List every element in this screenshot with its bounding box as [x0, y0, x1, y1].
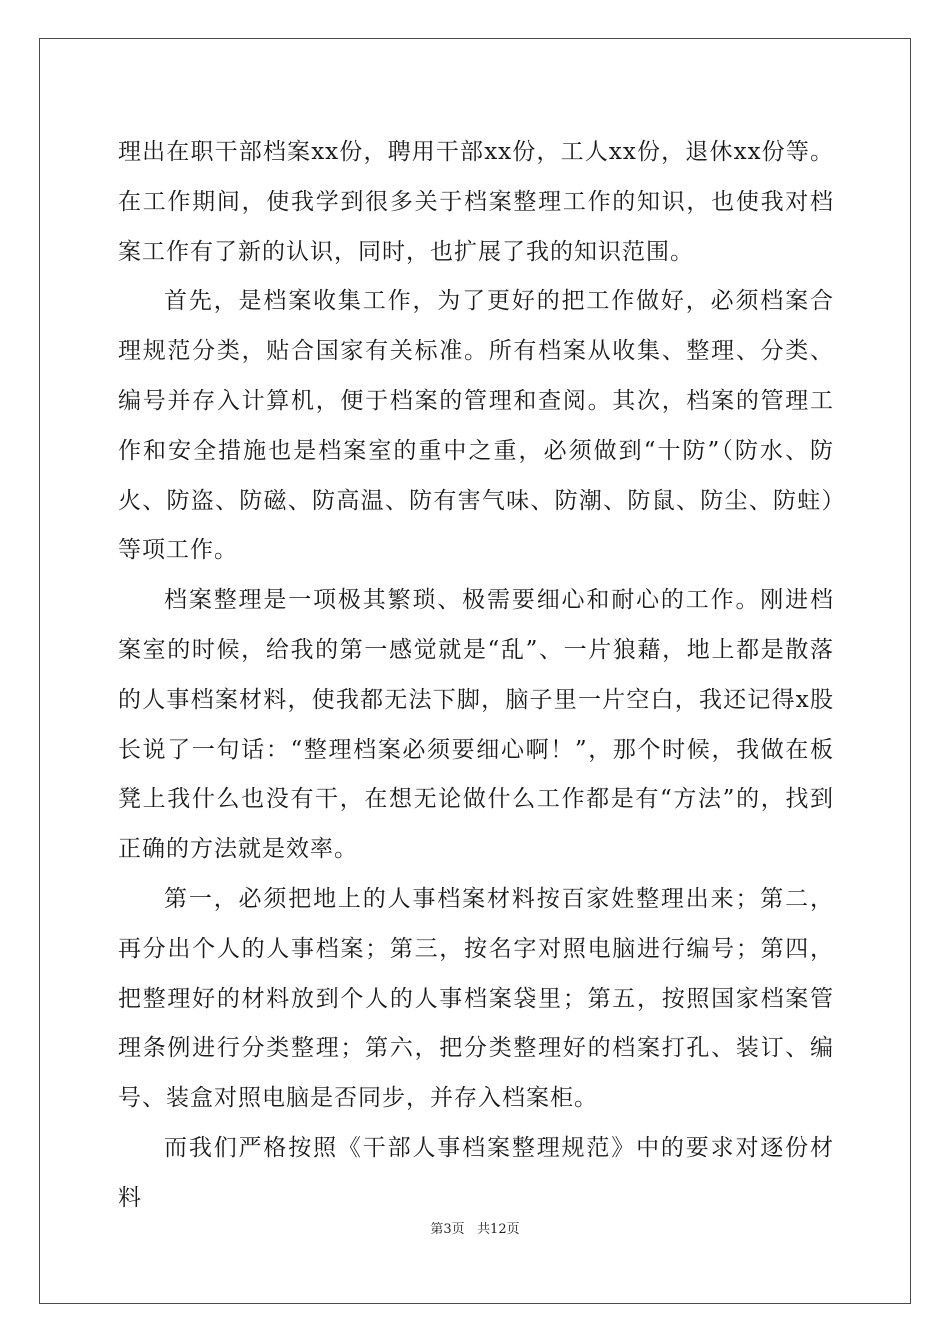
paragraph-2: 首先，是档案收集工作，为了更好的把工作做好，必须档案合理规范分类，贴合国家有关标准。所有档案从收集、整理、分类、编号并存入计算机，便于档案的管理和查阅。其次，档案的管理工作和安全措施也是档案室的重中之重，必须做到“十防”（防水、防火、防盗、防磁、防高温、防有害气味、防潮、防鼠、防尘、防蛀）等项工作。 — [118, 288, 834, 564]
paragraph-3: 档案整理是一项极其繁琐、极需要细心和耐心的工作。刚进档案室的时候，给我的第一感觉就是“乱”、一片狼藉，地上都是散落的人事档案材料，使我都无法下脚，脑子里一片空白，我还记得x股长说了一句话：“整理档案必须要细心啊！”，那个时候，我做在板凳上我什么也没有干，在想无论做什么工作都是有“方法”的，找到正确的方法就是效率。 — [118, 587, 834, 863]
page-number-footer: 第3页 共12页 — [430, 1222, 520, 1237]
paragraph-5: 而我们严格按照《干部人事档案整理规范》中的要求对逐份材料 — [118, 1134, 834, 1211]
paragraph-1: 理出在职干部档案xx份，聘用干部xx份，工人xx份，退休xx份等。在工作期间，使我学到很多关于档案整理工作的知识，也使我对档案工作有了新的认识，同时，也扩展了我的知识范围。 — [118, 139, 834, 265]
document-body — [118, 128, 834, 1224]
paragraph-4: 第一，必须把地上的人事档案材料按百家姓整理出来；第二，再分出个人的人事档案；第三，按名字对照电脑进行编号；第四，把整理好的材料放到个人的人事档案袋里；第五，按照国家档案管理条例进行分类整理；第六，把分类整理好的档案打孔、装订、编号、装盒对照电脑是否同步，并存入档案柜。 — [118, 885, 834, 1112]
